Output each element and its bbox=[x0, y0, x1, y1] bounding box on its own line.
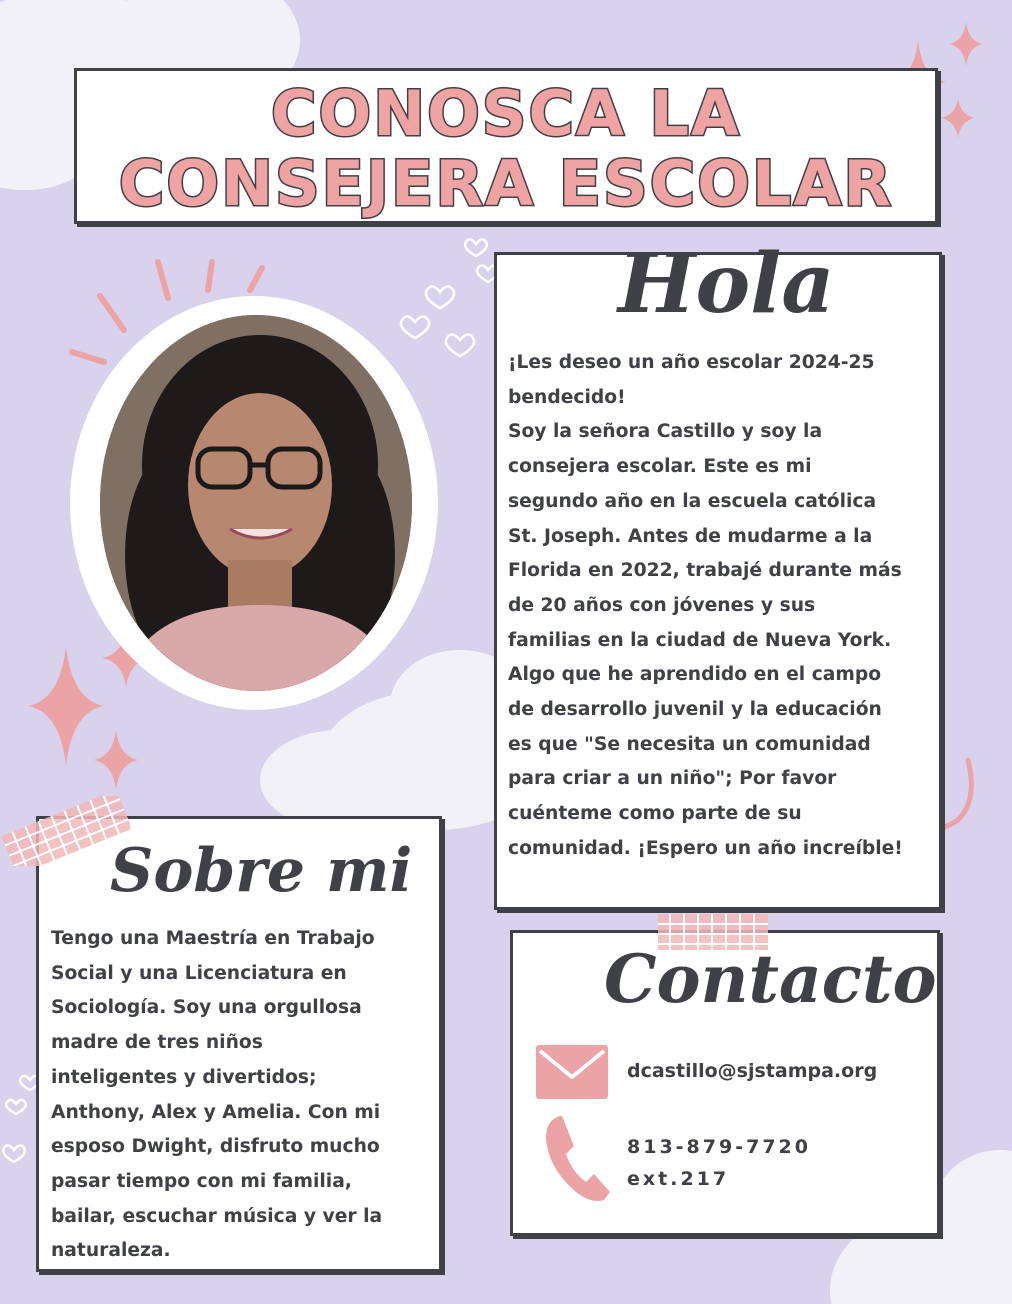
title-banner bbox=[74, 68, 938, 224]
hola-heading: Hola bbox=[618, 236, 835, 332]
sobre-heading: Sobre mi bbox=[110, 836, 413, 906]
contact-ext: ext.217 bbox=[627, 1168, 730, 1190]
hola-body: ¡Les deseo un año escolar 2024-25 bendecido! Soy la señora Castillo y soy la consejera escolar. Este es mi segundo año en la escuela católica St. Joseph. Antes de mudarme a la Florida en 2022, trabajé durante más de 20 años con jóvenes y sus familias en la ciudad de Nueva York. Algo que he aprendido en el campo de desarrollo juvenil y la educación es que "Se necesita un comunidad para criar a un niño"; Por favor cuénteme como parte de su comunidad. ¡Espero un año increíble! bbox=[508, 352, 903, 859]
contacto-heading: Contacto bbox=[604, 940, 937, 1018]
title-line-2: CONSEJERA ESCOLAR bbox=[118, 147, 894, 220]
contact-phone[interactable]: 813-879-7720 bbox=[627, 1136, 811, 1158]
phone-icon bbox=[542, 1112, 612, 1206]
contact-email[interactable]: dcastillo@sjstampa.org bbox=[627, 1060, 878, 1082]
sobre-body: Tengo una Maestría en Trabajo Social y una Licenciatura en Sociología. Soy una orgullosa madre de tres niños inteligentes y divertidos; Anthony, Alex y Amelia. Con mi esposo Dwight, disfruto mucho pasar tiempo con mi familia, bailar, escuchar música y ver la naturaleza. bbox=[51, 928, 383, 1262]
title-line-1: CONOSCA LA bbox=[270, 77, 741, 150]
counselor-portrait bbox=[100, 315, 412, 691]
envelope-icon bbox=[536, 1045, 608, 1099]
